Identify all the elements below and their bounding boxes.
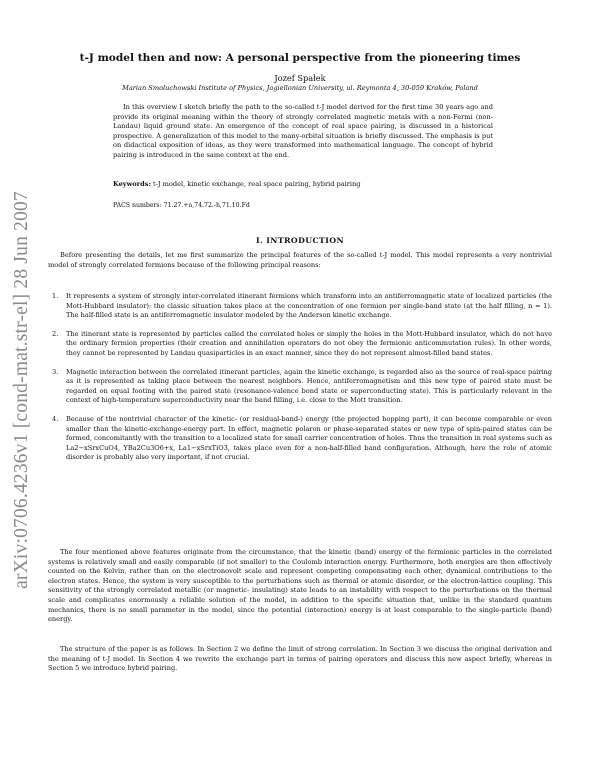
list-item-text: The itinerant state is represented by particles called the correlated holes or simply the holes in the Mott-Hubbard insulator, which do not have the ordinary fermion properties (their creation and annihilation operators do not obey the fermionic anticommutation rules). In other words, they cannot be represented by Landau quasiparticles in an exact manner, since they do not represent almost-filled band states. xyxy=(66,329,552,357)
list-item xyxy=(48,368,552,406)
author-affiliation: Marian Smoluchowski Institute of Physics, Jagiellonian University, ul. Reymonta 4, 30-059 Kraków, Poland xyxy=(122,84,478,92)
arxiv-identifier-stamp xyxy=(0,170,48,610)
reasons-list xyxy=(48,292,552,472)
pacs-numbers: PACS numbers: 71.27.+a,74.72.-h,71.10.Fd xyxy=(113,202,250,209)
abstract: In this overview I sketch briefly the path to the so-called t-J model derived for the first time 30 years ago and provide its original meaning within the theory of strongly correlated magnetic metals with a non-Fermi (non-Landau) liquid ground state. An emergence of the concept of real space pairing, is discussed in a historical prospective. A generalization of this model to the many-orbital situation is briefly discussed. The emphasis is put on didactical exposition of ideas, as they were transformed into mathematical language. The concept of hybrid pairing is introduced in the same context at the end. xyxy=(113,103,493,159)
list-item-text: Magnetic interaction between the correlated itinerant particles, again the kinetic exchange, is regarded also as the source of real-space pairing as it is represented as taking place between the nearest neighbors. Hence, antiferromagnetism and this new type of paired state must be regarded on equal footing with the paired state (resonance-valence bond state or superconducting state). This is particularly relevant in the context of high-temperature superconductivity near the band filling, i.e. close to the Mott transition. xyxy=(66,367,552,405)
structure-paragraph: The structure of the paper is as follows. In Section 2 we define the limit of strong correlation. In Section 3 we discuss the original derivation and the meaning of t-J model. In Section 4 we rewrite the exchange part in terms of pairing operators and discuss this new aspect briefly, whereas in Section 5 we introduce hybrid pairing. xyxy=(48,645,552,673)
intro-paragraph: Before presenting the details, let me first summarize the principal features of the so-called t-J model. This model represents a very nontrivial model of strongly correlated fermions because of the following principal reasons: xyxy=(48,251,552,269)
list-item xyxy=(48,292,552,321)
list-item-text: It represents a system of strongly inter-correlated itinerant fermions which transform into an antiferromagnetic state of localized particles (the Mott-Hubbard insulator); the classic situation takes place at the concentration of one fermion per single-band state (at the half filling, n = 1). The half-filled state is an antiferromagnetic insulator modeled by the Anderson kinetic exchange. xyxy=(66,292,552,320)
list-item-number: 4. xyxy=(52,414,59,423)
list-item-number: 2. xyxy=(52,329,59,338)
arxiv-id: arXiv:0706.4236v1 [cond-mat.str-el] 28 Jun 2007 xyxy=(11,191,32,589)
keywords xyxy=(113,180,493,190)
keywords-label: Keywords: xyxy=(113,180,151,188)
keywords-text: t-J model, kinetic exchange, real space pairing, hybrid pairing xyxy=(153,180,361,188)
author-name: Jozef Spałek xyxy=(274,73,326,83)
list-item-text: Because of the nontrivial character of the kinetic- (or residual-band-) energy (the projected hopping part), it can become comparable or even smaller than the kinetic-exchange-energy part. In effect, magnetic polaron or phase-separated states or new type of spin-paired states can be formed, concomitantly with the transition to a localized state for small carrier concentration of holes. Thus the transition in real systems such as La2−xSrxCuO4, YBa2Cu3O6+x, La1−xSrxTiO3, takes place even for a non-half-filled band configuration. Although, here the role of atomic disorder is probably also very important, if not crucial. xyxy=(66,414,552,462)
list-item xyxy=(48,330,552,359)
list-item-number: 3. xyxy=(52,367,59,376)
list-item-number: 1. xyxy=(52,292,59,300)
list-item xyxy=(48,415,552,463)
paper-title: t-J model then and now: A personal perspective from the pioneering times xyxy=(79,52,521,64)
body-paragraph: The four mentioned above features originate from the circumstance, that the kinetic (band) energy of the fermionic particles in the correlated systems is relatively small and easily comparable (if not smaller) to the Coulomb interaction energy. Furthermore, both energies are then effectively counted on the Kelvin, rather than on the electronovolt scale and represent competing compensating each other, dynamical contributions to the electron states. Hence, the system is very susceptible to the perturbations such as thermal or atomic disorder, or the electron-lattice coupling. This sensitivity of the strongly correlated metallic (or magnetic- insulating) state leads to an instability with respect to the perturbations on the thermal scale and complicates enormously a reliable solution of the model, in addition to the specific situation that, unlike in the standard quantum mechanics, there is no small parameter in the model, since the potential (interaction) energy is at least comparable to the single-particle (band) energy. xyxy=(48,548,552,624)
section-heading: I. INTRODUCTION xyxy=(255,236,345,245)
